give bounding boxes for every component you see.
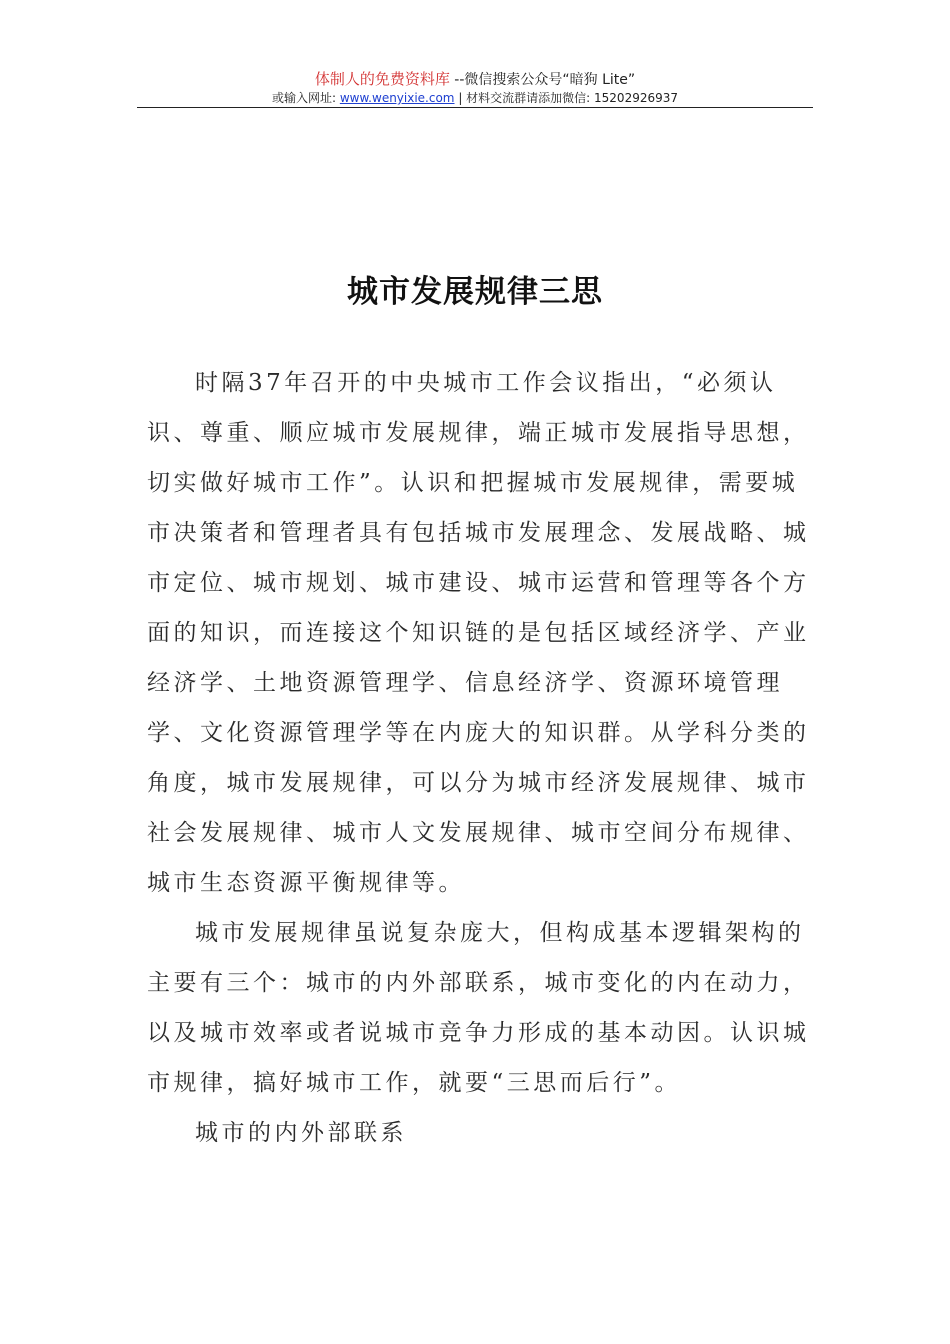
header-url-prefix: 或输入网址:: [271, 91, 340, 105]
paragraph-1: 时隔37年召开的中央城市工作会议指出，“必须认识、尊重、顺应城市发展规律，端正城市发展指导思想，切实做好城市工作”。认识和把握城市发展规律，需要城市决策者和管理者具有包括城市发展理念、发展战略、城市定位、城市规划、城市建设、城市运营和管理等各个方面的知识，而连接这个知识链的是包括区域经济学、产业经济学、土地资源管理学、信息经济学、资源环境管理学、文化资源管理学等在内庞大的知识群。从学科分类的角度，城市发展规律，可以分为城市经济发展规律、城市社会发展规律、城市人文发展规律、城市空间分布规律、城市生态资源平衡规律等。: [147, 370, 810, 896]
page-header: [137, 70, 813, 106]
section-heading: 城市的内外部联系: [195, 1120, 407, 1146]
paragraph-2: 城市发展规律虽说复杂庞大，但构成基本逻辑架构的主要有三个：城市的内外部联系，城市变化的内在动力，以及城市效率或者说城市竞争力形成的基本动因。认识城市规律，搞好城市工作，就要“三思而后行”。: [147, 920, 810, 1096]
header-url-link[interactable]: www.wenyixie.com: [339, 91, 455, 105]
header-contact: | 材料交流群请添加微信: 15202926937: [454, 91, 679, 105]
header-line-2: [137, 90, 813, 106]
header-divider: [137, 107, 813, 108]
document-body: [147, 358, 815, 1158]
document-title: 城市发展规律三思: [347, 274, 603, 310]
header-brand: 体制人的免费资料库: [314, 70, 450, 88]
header-tagline: --微信搜索公众号“暗狗 Lite”: [449, 72, 636, 88]
header-line-1: [137, 70, 813, 89]
